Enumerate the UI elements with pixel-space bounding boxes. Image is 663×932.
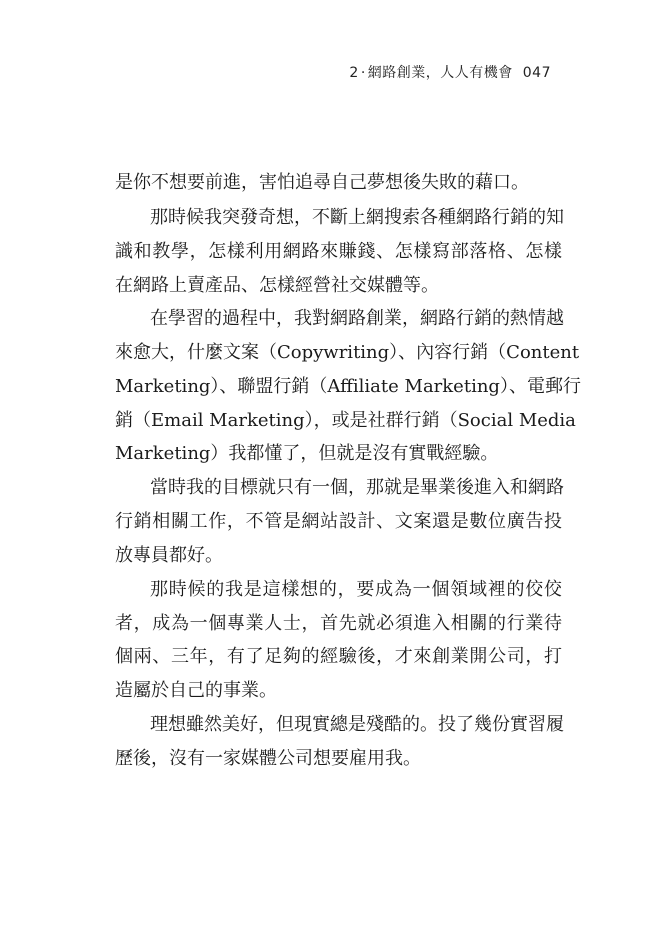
header-separator: · (360, 65, 366, 81)
text-line: 個兩、三年，有了足夠的經驗後，才來創業開公司，打 (115, 646, 562, 667)
text-line: 是你不想要前進，害怕追尋自己夢想後失敗的藉口。 (115, 172, 529, 193)
text-line: 來愈大，什麼文案（Copywriting）、內容行銷（Content (115, 342, 580, 363)
text-line: 行銷相關工作，不管是網站設計、文案還是數位廣告投 (115, 511, 562, 532)
text-line: 造屬於自己的事業。 (115, 680, 277, 701)
chapter-number: 2 (349, 65, 359, 81)
text-line: 在學習的過程中，我對網路創業，網路行銷的熱情越 (150, 308, 564, 329)
text-line: 理想雖然美好，但現實總是殘酷的。投了幾份實習履 (150, 714, 564, 735)
chapter-title: 網路創業，人人有機會 (367, 65, 513, 81)
text-line: Marketing）、聯盟行銷（Affiliate Marketing）、電郵行 (115, 376, 581, 397)
text-line: 放專員都好。 (115, 545, 223, 566)
running-header (349, 62, 551, 82)
text-line: Marketing）我都懂了，但就是沒有實戰經驗。 (115, 443, 499, 464)
text-line: 那時候我突發奇想，不斷上網搜索各種網路行銷的知 (150, 207, 564, 228)
text-line: 當時我的目標就只有一個，那就是畢業後進入和網路 (150, 477, 564, 498)
page-number: 047 (522, 65, 551, 81)
text-line: 者，成為一個專業人士，首先就必須進入相關的行業待 (115, 613, 562, 634)
text-line: 那時候的我是這樣想的，要成為一個領域裡的佼佼 (150, 579, 562, 600)
text-line: 在網路上賣產品、怎樣經營社交媒體等。 (115, 275, 439, 296)
text-line: 識和教學，怎樣利用網路來賺錢、怎樣寫部落格、怎樣 (115, 241, 562, 262)
text-line: 歷後，沒有一家媒體公司想要雇用我。 (115, 748, 421, 769)
text-line: 銷（Email Marketing），或是社群行銷（Social Media (115, 410, 576, 431)
